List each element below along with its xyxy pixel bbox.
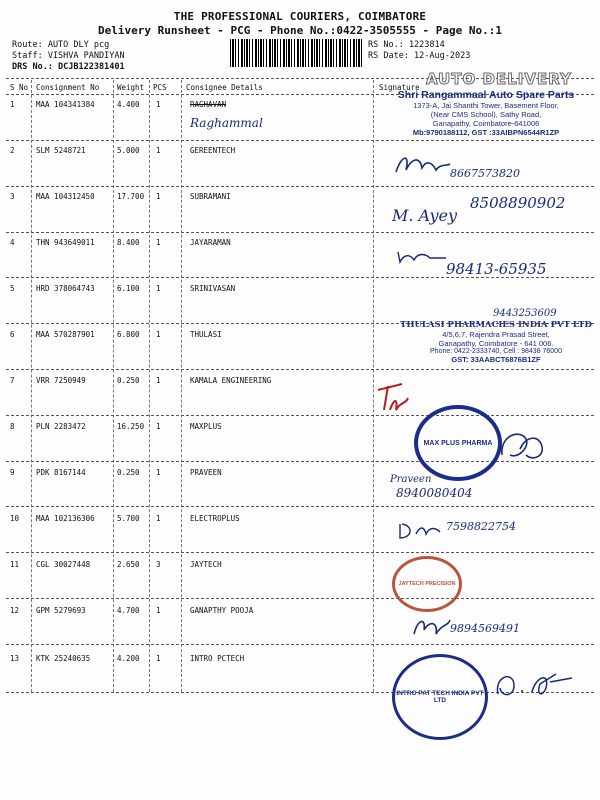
row-consignee: MAXPLUS [190,422,222,431]
row-pcs: 1 [156,654,161,663]
row-consignment: CGL 30027448 [36,560,91,569]
row-pcs: 1 [156,376,161,385]
row-rule [6,369,594,370]
row-sno: 6 [10,330,15,339]
row-weight: 4.400 [117,100,140,109]
row-sno: 2 [10,146,15,155]
row-rule [6,186,594,187]
handwritten-phone: 8667573820 [450,167,520,180]
staff-label: Staff: VISHVA PANDIYAN [12,51,125,61]
row-rule [6,232,594,233]
stamp-address-line: (Near CMS School), Sathy Road, [430,110,542,119]
signature-icon [398,520,444,542]
row-consignment: PLN 2283472 [36,422,86,431]
auto-delivery-stamp: AUTO DELIVERY [426,70,572,88]
signature-icon [396,248,450,266]
jaytech-seal [392,556,462,612]
row-consignment: MAA 104312450 [36,192,95,201]
row-consignment: MAA 104341384 [36,100,95,109]
row-pcs: 1 [156,514,161,523]
row-weight: 4.700 [117,606,140,615]
row-weight: 2.650 [117,560,140,569]
intro-pattech-seal [392,654,488,740]
barcode [230,39,362,67]
row-consignment: PDK 8167144 [36,468,86,477]
stamp-phone: Phone: 0422-2333740, Cell : 98438 76000 [430,348,562,355]
row-consignment: VRR 7250949 [36,376,86,385]
handwritten-phone: 9894569491 [450,622,520,635]
stamp-mobile-gst: Mb:9790188112, GST :33AIBPN6544R1ZP [412,128,560,137]
handwritten-phone: 9443253609 [493,308,557,319]
row-weight: 6.800 [117,330,140,339]
row-sno: 10 [10,514,20,523]
row-consignment: GPM 5279693 [36,606,86,615]
row-consignee: SRINIVASAN [190,284,236,293]
row-pcs: 1 [156,468,161,477]
row-sno: 11 [10,560,20,569]
signature-scrawl [492,664,582,704]
stamp-company-name: THULASI PHARMACIES INDIA PVT LTD [400,320,592,330]
signature-scrawl [410,612,454,646]
row-consignment: MAA 102136306 [36,514,95,523]
col-header-weight: Weight [117,83,145,92]
row-consignee: KAMALA ENGINEERING [190,376,272,385]
signature-scrawl [398,520,444,546]
drs-number: DRS No.: DCJB122381401 [12,62,125,72]
row-consignee: RAGHAVAN [190,100,227,109]
stamp-address-line: 4/5,6,7, Rajendra Prasad Street, [442,330,550,339]
handwritten-name: Raghammal [190,116,263,130]
maxplus-seal [414,405,502,481]
row-consignee: PRAVEEN [190,468,222,477]
row-weight: 8.400 [117,238,140,247]
row-sno: 9 [10,468,15,477]
row-sno: 1 [10,100,15,109]
row-rule [6,644,594,645]
row-weight: 17.700 [117,192,145,201]
row-consignee: GANAPTHY POOJA [190,606,254,615]
company-title: THE PROFESSIONAL COURIERS, COIMBATORE [173,10,427,23]
col-divider [113,80,114,692]
row-pcs: 3 [156,560,161,569]
row-sno: 13 [10,654,20,663]
col-header-consignment: Consignment No [36,83,100,92]
row-sno: 3 [10,192,15,201]
row-pcs: 1 [156,330,161,339]
row-consignment: HRD 378064743 [36,284,95,293]
col-header-consignee: Consignee Details [186,83,263,92]
row-consignee: JAYTECH [190,560,222,569]
row-rule [6,552,594,553]
row-sno: 12 [10,606,20,615]
row-pcs: 1 [156,146,161,155]
signature-scrawl [396,248,450,269]
handwritten-name: M. Ayey [392,206,458,225]
row-rule [6,415,594,416]
row-consignee: SUBRAMANI [190,192,231,201]
signature-icon [372,380,412,416]
row-consignee: INTRO PCTECH [190,654,245,663]
row-sno: 4 [10,238,15,247]
row-pcs: 1 [156,100,161,109]
row-weight: 5.000 [117,146,140,155]
row-weight: 5.700 [117,514,140,523]
col-divider [31,80,32,692]
shri-rangammaal-stamp [378,89,594,137]
runsheet-subtitle: Delivery Runsheet - PCG - Phone No.:0422-3505555 - Page No.:1 [98,24,502,37]
row-pcs: 1 [156,606,161,615]
col-header-pcs: PCS [153,83,167,92]
row-weight: 0.250 [117,468,140,477]
signature-icon [496,425,550,465]
row-consignment: THN 943649011 [36,238,95,247]
signature-icon [392,150,452,180]
row-sno: 7 [10,376,15,385]
stamp-address-line: 1373-A, Jai Shanthi Tower, Basement Floor, [413,101,559,110]
row-rule [6,598,594,599]
row-weight: 6.100 [117,284,140,293]
stamp-company-name: Shri Rangammaal Auto Spare Parts [397,89,575,101]
seal-text: JAYTECH PRECISION [398,581,456,587]
row-consignment: SLM 5248721 [36,146,86,155]
row-pcs: 1 [156,284,161,293]
col-divider [181,80,182,692]
route-label: Route: AUTO DLY pcg [12,40,110,50]
col-header-sno: S No [10,83,29,92]
seal-text: MAX PLUS PHARMA [423,439,493,447]
handwritten-phone: 8940080404 [396,486,473,500]
signature-scrawl [392,150,452,185]
stamp-address-line: Ganapathy, Coimbatore-641006 [432,119,540,128]
thulasi-stamp [398,320,594,364]
stamp-address-line: Ganapathy, Coimbatore - 641 006. [438,339,554,348]
row-sno: 5 [10,284,15,293]
row-rule [6,506,594,507]
row-sno: 8 [10,422,15,431]
rs-date: RS Date: 12-Aug-2023 [368,51,471,61]
red-initials [372,380,412,420]
row-consignment: KTK 25240635 [36,654,91,663]
row-weight: 16.250 [117,422,145,431]
rs-number: RS No.: 1223814 [368,40,445,50]
col-divider [149,80,150,692]
row-weight: 0.250 [117,376,140,385]
row-consignee: JAYARAMAN [190,238,231,247]
handwritten-phone: 98413-65935 [446,260,547,278]
signature-scrawl [496,425,550,469]
seal-text: INTRO PAT TECH INDIA PVT LTD [396,690,484,704]
row-weight: 4.200 [117,654,140,663]
row-pcs: 1 [156,192,161,201]
signature-icon [492,664,582,700]
handwritten-name: Praveen [390,474,432,485]
stamp-gst: GST: 33AABCT6876B1ZF [451,355,541,364]
row-consignment: MAA 570287901 [36,330,95,339]
handwritten-phone: 8508890902 [470,194,566,212]
signature-icon [410,612,454,642]
row-rule [6,140,594,141]
row-consignee: GEREENTECH [190,146,236,155]
col-header-signature: Signature [379,83,420,92]
row-consignee: ELECTROPLUS [190,514,240,523]
row-consignee: THULASI [190,330,222,339]
row-pcs: 1 [156,422,161,431]
row-pcs: 1 [156,238,161,247]
handwritten-phone: 7598822754 [446,520,516,533]
